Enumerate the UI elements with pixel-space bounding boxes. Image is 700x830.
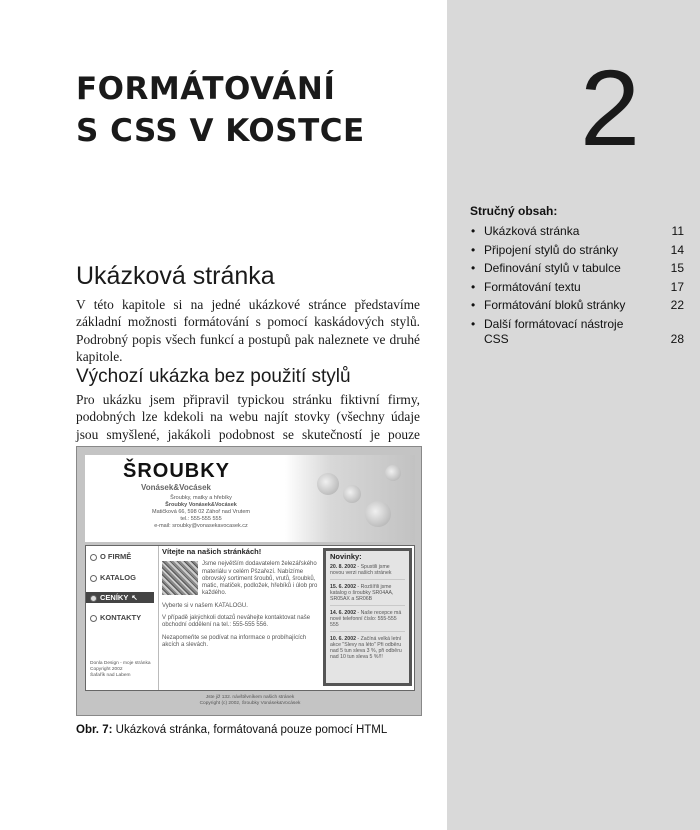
- section-heading: Ukázková stránka: [76, 262, 275, 290]
- nav-item-label: KONTAKTY: [100, 613, 142, 622]
- bolt-image: [385, 465, 401, 481]
- main-paragraph: V případě jakýchkoli dotazů neváhejte kontaktovat naše obchodní oddělení na tel.: 555-555 556.: [162, 615, 311, 629]
- figure-caption: [76, 724, 387, 736]
- toc-item: [470, 261, 686, 276]
- figure-screenshot: [76, 446, 422, 716]
- figure-caption-label: Obr. 7:: [76, 724, 113, 736]
- chapter-title-line-1: FORMÁTOVÁNÍ: [76, 71, 336, 107]
- address-line: e-mail: sroubky@vonasekavocasek.cz: [154, 522, 248, 529]
- left-footer-line: Copyright 2002: [90, 667, 123, 672]
- toc-item: [470, 298, 686, 313]
- toc-item: [470, 224, 686, 239]
- bolt-image: [365, 501, 391, 527]
- toc-item-page: 17: [670, 279, 684, 294]
- nav-item-ceniky[interactable]: [86, 592, 154, 603]
- copyright-line: Jste již 132. návštěvníkem našich stránek: [205, 695, 295, 700]
- bullet-icon: [90, 615, 97, 622]
- main-paragraph: Vyberte si v našem KATALOGU.: [162, 602, 248, 609]
- news-text: - Naše recepce má nové telefonní číslo: 555-555 555: [330, 610, 402, 628]
- chapter-title: [76, 68, 365, 152]
- news-text: - Začíná velká letní akce "Slevy na léto" Při odběru nad 5 tun sleva 3 %, při odběru nad 10 tun sleva 5 %!!!: [330, 636, 402, 660]
- site-address: [141, 495, 261, 530]
- section-paragraph: V této kapitole si na jedné ukázkové stránce představíme základní možnosti formátování s pomocí kaskádových stylů. Podrobný popis všech funkcí a postupů pak naleznete ve druhé kapitole.: [76, 297, 420, 364]
- toc-item-page: 14: [670, 242, 684, 257]
- chapter-title-line-2: S CSS V KOSTCE: [76, 113, 365, 149]
- address-line: Šroubky Vonásek&Vocásek: [165, 501, 237, 508]
- toc-list: [470, 224, 686, 347]
- toc-item-label: Formátování bloků stránky: [484, 298, 626, 312]
- toc-item-page: 15: [670, 261, 684, 275]
- toc-item-page: 28: [670, 331, 684, 346]
- news-title: Novinky:: [330, 552, 362, 561]
- toc-item-label: Další formátovací nástroje CSS: [484, 316, 624, 346]
- toc-item: [470, 280, 686, 295]
- site-left-column: [86, 546, 159, 690]
- toc-item-label: Připojení stylů do stránky: [484, 242, 619, 257]
- chapter-number: 2: [580, 47, 641, 168]
- toc-item-page: 11: [671, 224, 684, 238]
- site-logo: ŠROUBKY: [123, 460, 231, 482]
- site-logo-subtitle: Vonásek&Vocásek: [141, 483, 211, 492]
- toc-item: [470, 243, 686, 258]
- news-item: [330, 636, 405, 663]
- nav-item-kontakty[interactable]: [90, 613, 141, 622]
- bolt-image: [343, 485, 361, 503]
- news-date: 20. 8. 2002: [330, 564, 356, 570]
- main-paragraph: Jsme největším dodavatelem železářského materiálu v celém Pšzařezí. Nabízíme obrovský sortiment šroubů, vrutů, šroubků, matic, matiček, podložek, hřebíků i úlob pro každého.: [202, 561, 318, 597]
- nav-item-katalog[interactable]: [90, 573, 136, 582]
- toc-item-label: Ukázková stránka: [484, 224, 580, 238]
- news-text: - Spustili jsme novou verzi našich stránek: [330, 564, 392, 576]
- bullet-icon: [90, 595, 97, 602]
- news-item: [330, 564, 405, 580]
- news-text: - Rozšířili jsme katalog o šroubky SR04AA, SR05AX a SR06B: [330, 584, 394, 602]
- bullet-icon: [90, 554, 97, 561]
- subsection-paragraph: Pro ukázku jsem připravil typickou stránku fiktivní firmy, podobných lze kdekoli na webu najít stovky (všechny údaje jsou smyšlené, jakákoli podobnost se skutečností je pouze: [76, 392, 420, 442]
- sidebar-panel: [447, 0, 700, 830]
- nav-item-label: CENÍKY: [100, 593, 129, 602]
- nav-item-label: O FIRMĚ: [100, 552, 132, 561]
- address-line: tel.: 555-555 555: [180, 515, 222, 522]
- bullet-icon: [90, 575, 97, 582]
- site-header: [85, 455, 415, 542]
- site-body: [85, 545, 415, 691]
- news-date: 14. 6. 2002: [330, 610, 356, 616]
- news-box: [323, 548, 412, 686]
- nav-item-o-firme[interactable]: [90, 552, 131, 561]
- left-footer-line: Šafařík nad Labem: [90, 673, 131, 678]
- left-footer-line: Donla Design - moje stránka: [90, 661, 151, 666]
- toc-item-label: Definování stylů v tabulce: [484, 261, 621, 275]
- subsection-heading: Výchozí ukázka bez použití stylů: [76, 366, 351, 387]
- site-main-column: [162, 548, 319, 688]
- figure-caption-text: Ukázková stránka, formátovaná pouze pomocí HTML: [112, 724, 388, 736]
- toc-title: Stručný obsah:: [470, 204, 558, 218]
- news-item: [330, 610, 405, 632]
- toc-item-page: 22: [670, 298, 684, 312]
- news-date: 10. 6. 2002: [330, 636, 356, 642]
- welcome-heading: Vítejte na našich stránkách!: [162, 547, 262, 556]
- cursor-icon: ↖: [131, 593, 138, 602]
- screws-photo: [162, 561, 198, 595]
- address-line: Matičková 66, 598 02 Záhoř nad Vrutem: [152, 508, 250, 515]
- news-item: [330, 584, 405, 606]
- main-paragraph: Nezapomeňte se podívat na informace o probíhajících akcích a slevách.: [162, 634, 307, 648]
- bolt-image: [317, 473, 339, 495]
- nav-item-label: KATALOG: [100, 573, 136, 582]
- site-copyright: [85, 695, 415, 707]
- news-date: 15. 6. 2002: [330, 584, 356, 590]
- news-inner: [326, 551, 409, 683]
- toc-box: [470, 204, 686, 350]
- address-line: Šroubky, matky a hřebíky: [170, 495, 232, 501]
- copyright-line: Copyright (c) 2002, Šroubky Vonásek&Vocásek: [199, 701, 301, 706]
- toc-item: [470, 317, 686, 347]
- left-footer: [90, 661, 151, 679]
- toc-item-label: Formátování textu: [484, 279, 581, 294]
